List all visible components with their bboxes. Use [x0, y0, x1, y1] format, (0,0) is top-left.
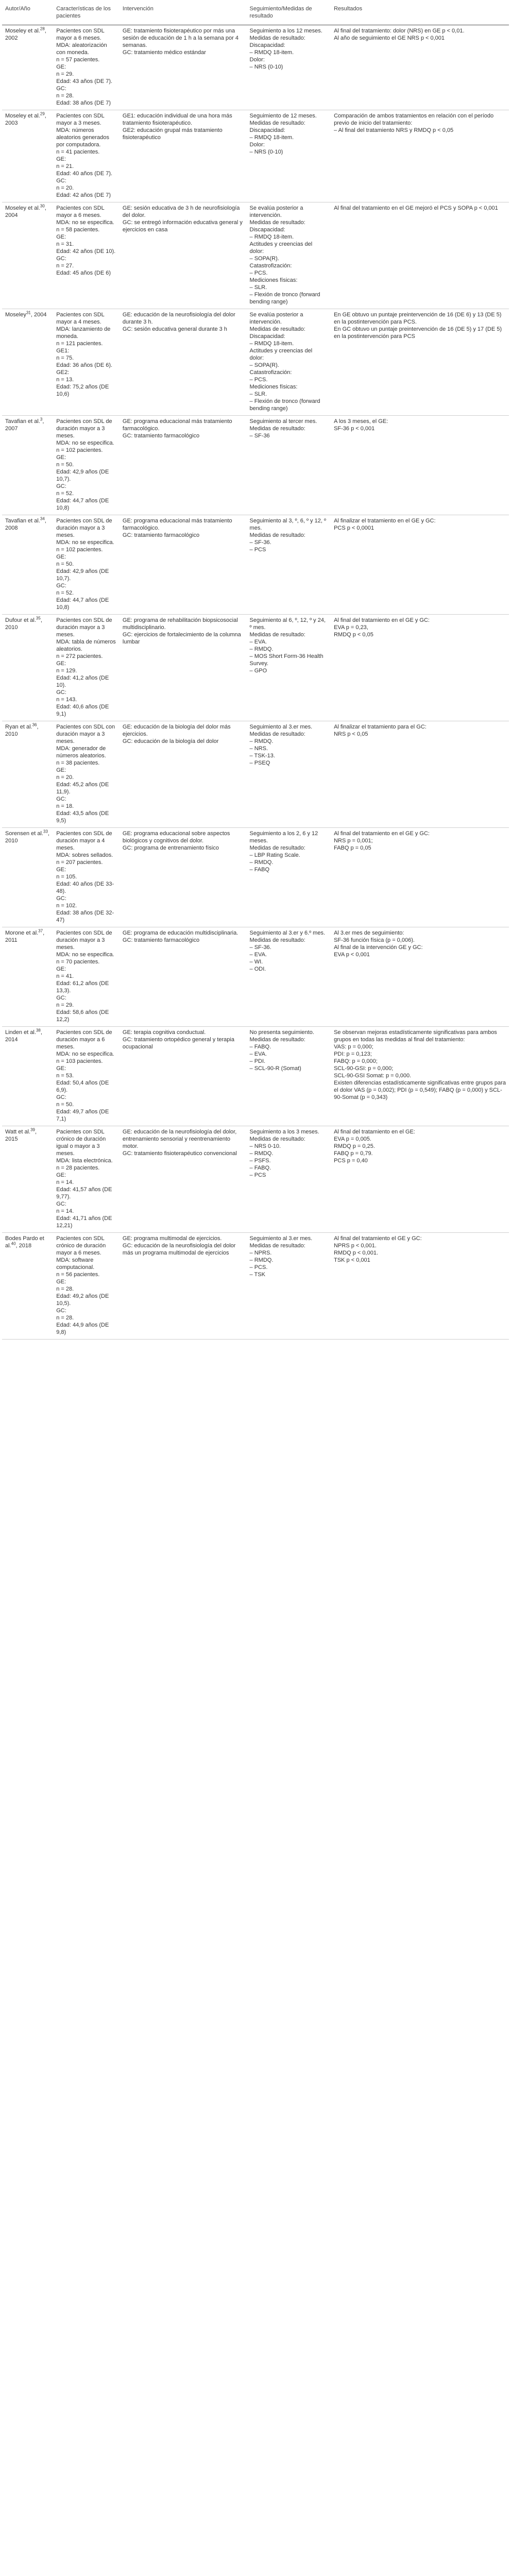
- cell-intervention-text: GE1: educación individual de una hora más tratamiento fisioterapéutico. GE2: educación grupal más tratamiento fisioterapéutico: [122, 113, 232, 141]
- cell-author-year: [2, 25, 53, 110]
- cell-results: [331, 202, 509, 309]
- cell-patient-characteristics: [53, 1126, 120, 1233]
- reference-number: 33: [43, 829, 48, 834]
- cell-intervention-text: GE: tratamiento fisioterapéutico por más una sesión de educación de 1 h a la semana por 4 semanas. GC: tratamiento médico estándar: [122, 28, 239, 56]
- cell-results-text: Al final del tratamiento en el GE mejoró el PCS y SOPA p < 0,001: [334, 205, 498, 211]
- cell-author-year: [2, 927, 53, 1027]
- reference-number: 39: [30, 1127, 36, 1132]
- header-intervention: Intervención: [120, 2, 247, 25]
- cell-results: [331, 416, 509, 515]
- cell-results: [331, 721, 509, 828]
- cell-results: [331, 1027, 509, 1126]
- table-row: [2, 202, 509, 309]
- cell-intervention-text: GE: programa multimodal de ejercicios. GC: educación de la neurofisiología del dolor más un programa multimodal de ejercicios: [122, 1235, 236, 1256]
- cell-followup-measures-text: Seguimiento al 6, º, 12, º y 24, º mes. Medidas de resultado: – EVA. – RMDQ. – MOS Short Form-36 Health Survey. – GPO: [249, 617, 326, 674]
- cell-followup-measures-text: Se evalúa posterior a intervención. Medidas de resultado: Discapacidad: – RMDQ 18-item. Actitudes y creencias del dolor: – SOPA(R). Catastrofización: – PCS. Mediciones físicas: – SLR. – Flexión de tronco (forward bending range): [249, 312, 320, 412]
- cell-results-text: A los 3 meses, el GE: SF-36 p < 0,001: [334, 418, 388, 432]
- cell-intervention-text: GE: terapia cognitiva conductual. GC: tratamiento ortopédico general y terapia ocupacional: [122, 1029, 234, 1050]
- author-citation: [5, 1128, 50, 1143]
- table-row: [2, 1126, 509, 1233]
- cell-followup-measures-text: Seguimiento al tercer mes. Medidas de resultado: – SF-36: [249, 418, 317, 439]
- author-name: Tavafian et al.: [5, 518, 40, 524]
- reference-number: 30: [40, 204, 45, 209]
- cell-patient-characteristics-text: Pacientes con SDL crónico de duración igual o mayor a 3 meses. MDA: lista electrónica. n = 28 pacientes. GE: n = 14. Edad: 41,57 años (DE 9,77). GC: n = 14. Edad: 41,71 años (DE 12,21): [56, 1129, 113, 1229]
- cell-followup-measures: [247, 828, 331, 927]
- cell-intervention: [120, 615, 247, 721]
- table-body: [2, 25, 509, 1340]
- reference-number: 34: [40, 516, 45, 521]
- cell-patient-characteristics: [53, 828, 120, 927]
- publication-year: , 2011: [5, 930, 46, 943]
- cell-results: [331, 1126, 509, 1233]
- cell-followup-measures-text: Seguimiento a los 12 meses. Medidas de resultado: Discapacidad: – RMDQ 18-item. Dolor: – NRS (0-10): [249, 28, 322, 70]
- cell-author-year: [2, 828, 53, 927]
- cell-patient-characteristics: [53, 1027, 120, 1126]
- studies-table-container: [2, 2, 509, 1340]
- reference-number: 3: [40, 417, 43, 422]
- reference-number: 28: [40, 26, 45, 31]
- cell-followup-measures: [247, 721, 331, 828]
- author-citation: [5, 418, 50, 432]
- author-name: Ryan et al.: [5, 724, 32, 730]
- author-name: Bodes Pardo et al.: [5, 1235, 46, 1249]
- author-citation: [5, 929, 50, 944]
- cell-intervention-text: GE: programa educacional más tratamiento farmacológico. GC: tratamiento farmacológico: [122, 418, 232, 439]
- cell-results-text: Al finalizar el tratamiento para el GC: NRS p < 0,05: [334, 724, 427, 737]
- cell-author-year: [2, 515, 53, 615]
- cell-intervention-text: GE: educación de la neurofisiología del dolor, entrenamiento sensorial y reentrenamiento motor. GC: tratamiento fisioterapéutico convencional: [122, 1129, 237, 1157]
- header-patient-characteristics: Características de los pacientes: [53, 2, 120, 25]
- cell-results-text: Al final del tratamiento en el GE: EVA p = 0,005. RMDQ p = 0,25. FABQ p = 0,79. PCS p = 0,40: [334, 1129, 415, 1164]
- cell-results-text: En GE obtuvo un puntaje preintervención de 16 (DE 6) y 13 (DE 5) en la postintervención para PCS. En GC obtuvo un puntaje preintervención de 16 (DE 5) y 17 (DE 5) en la postintervención para PCS: [334, 312, 502, 340]
- cell-followup-measures: [247, 25, 331, 110]
- cell-results: [331, 615, 509, 721]
- header-results: Resultados: [331, 2, 509, 25]
- cell-intervention: [120, 1233, 247, 1340]
- cell-patient-characteristics: [53, 615, 120, 721]
- cell-patient-characteristics: [53, 25, 120, 110]
- cell-results: [331, 927, 509, 1027]
- table-row: [2, 25, 509, 110]
- cell-followup-measures-text: Se evalúa posterior a intervención. Medidas de resultado: Discapacidad: – RMDQ 18-item. Actitudes y creencias del dolor: – SOPA(R). Catastrofización: – PCS. Mediciones físicas: – SLR. – Flexión de tronco (forward bending range): [249, 205, 320, 305]
- author-name: Watt et al.: [5, 1129, 31, 1135]
- cell-patient-characteristics-text: Pacientes con SDL con duración mayor a 3 meses. MDA: generador de números aleatorios. n = 38 pacientes. GE: n = 20. Edad: 45,2 años (DE 11,9). GC: n = 18. Edad: 43,5 años (DE 9,5): [56, 724, 115, 824]
- cell-author-year: [2, 615, 53, 721]
- table-header: [2, 2, 509, 25]
- author-name: Moseley et al.: [5, 205, 40, 211]
- publication-year: , 2004: [30, 312, 47, 318]
- author-citation: [5, 112, 50, 127]
- header-author-year: Autor/Año: [2, 2, 53, 25]
- publication-year: , 2014: [5, 1029, 44, 1043]
- header-followup-measures: Seguimiento/Medidas de resultado: [247, 2, 331, 25]
- cell-followup-measures: [247, 202, 331, 309]
- cell-intervention-text: GE: educación de la biología del dolor más ejercicios. GC: educación de la biología del dolor: [122, 724, 231, 744]
- cell-intervention-text: GE: educación de la neurofisiología del dolor durante 3 h. GC: sesión educativa general durante 3 h: [122, 312, 235, 332]
- header-row: [2, 2, 509, 25]
- cell-followup-measures-text: Seguimiento a los 2, 6 y 12 meses. Medidas de resultado: – LBP Rating Scale. – RMDQ. – FABQ: [249, 831, 318, 873]
- cell-author-year: [2, 1126, 53, 1233]
- cell-intervention: [120, 927, 247, 1027]
- author-name: Morone et al.: [5, 930, 39, 936]
- cell-patient-characteristics: [53, 515, 120, 615]
- table-row: [2, 721, 509, 828]
- reference-number: 31: [26, 310, 31, 315]
- table-row: [2, 1027, 509, 1126]
- reference-number: 29: [40, 111, 45, 116]
- cell-patient-characteristics: [53, 110, 120, 202]
- cell-patient-characteristics: [53, 927, 120, 1027]
- author-citation: [5, 311, 50, 318]
- cell-results-text: Al final del tratamiento: dolor (NRS) en GE p < 0,01. Al año de seguimiento el GE NRS p < 0,001: [334, 28, 465, 41]
- cell-intervention-text: GE: programa de educación multidisciplinaria. GC: tratamiento farmacológico: [122, 930, 239, 943]
- cell-intervention-text: GE: sesión educativa de 3 h de neurofisiología del dolor. GC: se entregó información educativa general y ejercicios en casa: [122, 205, 243, 233]
- reference-number: 35: [36, 616, 41, 621]
- cell-results-text: Al final del tratamiento en el GE y GC: EVA p = 0,23, RMDQ p < 0,05: [334, 617, 430, 638]
- cell-intervention: [120, 1027, 247, 1126]
- cell-followup-measures: [247, 110, 331, 202]
- table-row: [2, 515, 509, 615]
- reference-number: 40: [11, 1241, 16, 1246]
- cell-results: [331, 828, 509, 927]
- cell-followup-measures-text: No presenta seguimiento. Medidas de resultado: – FABQ. – EVA. – PDI. – SCL-90-R (Somat): [249, 1029, 314, 1072]
- table-row: [2, 927, 509, 1027]
- reference-number: 37: [38, 928, 43, 934]
- cell-author-year: [2, 110, 53, 202]
- cell-followup-measures: [247, 309, 331, 416]
- cell-intervention-text: GE: programa educacional más tratamiento farmacológico. GC: tratamiento farmacológico: [122, 518, 232, 538]
- publication-year: , 2008: [5, 518, 48, 531]
- publication-year: , 2015: [5, 1129, 39, 1142]
- cell-results: [331, 25, 509, 110]
- cell-followup-measures-text: Seguimiento al 3.er mes. Medidas de resultado: – NPRS. – RMDQ. – PCS. – TSK: [249, 1235, 313, 1278]
- cell-results-text: Al final del tratamiento en el GE y GC: NRS p = 0,001; FABQ p = 0,05: [334, 831, 430, 851]
- cell-author-year: [2, 309, 53, 416]
- cell-results: [331, 110, 509, 202]
- cell-patient-characteristics-text: Pacientes con SDL de duración mayor a 3 meses. MDA: no se especifica. n = 102 pacientes. GE: n = 50. Edad: 42,9 años (DE 10,7). GC: n = 52. Edad: 44,7 años (DE 10,8): [56, 518, 114, 611]
- publication-year: , 2018: [15, 1243, 32, 1249]
- author-citation: [5, 1029, 50, 1043]
- cell-author-year: [2, 416, 53, 515]
- studies-table: [2, 2, 509, 1340]
- cell-results-text: Comparación de ambos tratamientos en relación con el período previo de inicio del tratamiento: – Al final del tratamiento NRS y RMDQ p < 0,05: [334, 113, 494, 133]
- cell-intervention: [120, 515, 247, 615]
- table-row: [2, 615, 509, 721]
- reference-number: 36: [32, 722, 37, 727]
- cell-patient-characteristics: [53, 309, 120, 416]
- author-citation: [5, 830, 50, 844]
- cell-patient-characteristics-text: Pacientes con SDL mayor a 3 meses. MDA: números aleatorios generados por computadora. n = 41 pacientes. GE: n = 21. Edad: 40 años (DE 7). GC: n = 20. Edad: 42 años (DE 7): [56, 113, 113, 198]
- author-citation: [5, 723, 50, 738]
- cell-results-text: Al finalizar el tratamiento en el GE y GC: PCS p < 0,0001: [334, 518, 436, 531]
- cell-intervention: [120, 202, 247, 309]
- cell-intervention-text: GE: programa educacional sobre aspectos biológicos y cognitivos del dolor. GC: programa de entrenamiento físico: [122, 831, 230, 851]
- author-name: Sorensen et al.: [5, 831, 43, 837]
- cell-followup-measures-text: Seguimiento de 12 meses. Medidas de resultado: Discapacidad: – RMDQ 18-item. Dolor: – NRS (0-10): [249, 113, 317, 155]
- publication-year: , 2004: [5, 205, 48, 218]
- publication-year: , 2010: [5, 831, 52, 844]
- cell-followup-measures: [247, 1233, 331, 1340]
- cell-followup-measures: [247, 1126, 331, 1233]
- cell-patient-characteristics-text: Pacientes con SDL mayor a 6 meses. MDA: aleatorización con moneda. n = 57 pacientes. GE: n = 29. Edad: 43 años (DE 7). GC: n = 28. Edad: 38 años (DE 7): [56, 28, 113, 106]
- cell-patient-characteristics-text: Pacientes con SDL crónico de duración mayor a 6 meses. MDA: software computacional. n = 56 pacientes. GE: n = 28. Edad: 49,2 años (DE 10,5). GC: n = 28. Edad: 44,9 años (DE 9,8): [56, 1235, 109, 1335]
- cell-results-text: Se observan mejoras estadísticamente significativas para ambos grupos en todas las medidas al final del tratamiento: VAS: p = 0,000; PDI: p = 0,123; FABQ: p = 0,000; SCL-90-GSI: p = 0,000; SCL-90-GSI Somat: p = 0,000. Existen diferencias estadísticamente significativas entre grupos para el dolor VAS (p = 0,002); PDI (p = 0,549); FABQ (p = 0,000) y SCL-90-Somat (p = 0,343): [334, 1029, 506, 1100]
- publication-year: , 2010: [5, 724, 40, 737]
- table-row: [2, 309, 509, 416]
- cell-followup-measures: [247, 927, 331, 1027]
- cell-followup-measures: [247, 615, 331, 721]
- cell-intervention: [120, 1126, 247, 1233]
- table-row: [2, 110, 509, 202]
- table-row: [2, 828, 509, 927]
- cell-patient-characteristics-text: Pacientes con SDL de duración mayor a 4 meses. MDA: sobres sellados. n = 207 pacientes. GE: n = 105. Edad: 40 años (DE 33-48). GC: n = 102. Edad: 38 años (DE 32-47): [56, 831, 114, 923]
- cell-intervention: [120, 25, 247, 110]
- cell-patient-characteristics-text: Pacientes con SDL de duración mayor a 6 meses. MDA: no se especifica. n = 103 pacientes. GE: n = 53. Edad: 50,4 años (DE 6,9). GC: n = 50. Edad: 49,7 años (DE 7,1): [56, 1029, 114, 1122]
- cell-intervention: [120, 828, 247, 927]
- publication-year: , 2002: [5, 28, 48, 41]
- cell-patient-characteristics-text: Pacientes con SDL de duración mayor a 3 meses. MDA: tabla de números aleatorios. n = 272 pacientes. GE: n = 129. Edad: 41,2 años (DE 10). GC: n = 143. Edad: 40,6 años (DE 9,1): [56, 617, 116, 717]
- cell-results: [331, 309, 509, 416]
- author-citation: [5, 205, 50, 219]
- publication-year: , 2010: [5, 617, 44, 631]
- table-row: [2, 416, 509, 515]
- cell-author-year: [2, 721, 53, 828]
- cell-author-year: [2, 1233, 53, 1340]
- author-name: Moseley et al.: [5, 113, 40, 119]
- author-citation: [5, 27, 50, 42]
- author-citation: [5, 617, 50, 631]
- cell-intervention: [120, 416, 247, 515]
- cell-results-text: Al final del tratamiento el GE y GC: NPRS p < 0,001. RMDQ p < 0,001. TSK p < 0,001: [334, 1235, 422, 1263]
- cell-results: [331, 515, 509, 615]
- cell-intervention-text: GE: programa de rehabilitación biopsicosocial multidisciplinario. GC: ejercicios de fortalecimiento de la columna lumbar: [122, 617, 241, 645]
- cell-patient-characteristics: [53, 721, 120, 828]
- reference-number: 38: [36, 1028, 41, 1033]
- cell-followup-measures: [247, 416, 331, 515]
- cell-followup-measures-text: Seguimiento al 3.er mes. Medidas de resultado: – RMDQ. – NRS. – TSK-13. – PSEQ: [249, 724, 313, 766]
- cell-patient-characteristics-text: Pacientes con SDL mayor a 6 meses. MDA: no se especifica. n = 58 pacientes. GE: n = 31. Edad: 42 años (DE 10). GC: n = 27. Edad: 45 años (DE 6): [56, 205, 116, 276]
- author-name: Dufour et al.: [5, 617, 36, 623]
- author-name: Moseley: [5, 312, 26, 318]
- cell-patient-characteristics-text: Pacientes con SDL de duración mayor a 3 meses. MDA: no se especifica. n = 102 pacientes. GE: n = 50. Edad: 42,9 años (DE 10,7). GC: n = 52. Edad: 44,7 años (DE 10,8): [56, 418, 114, 511]
- cell-patient-characteristics: [53, 202, 120, 309]
- cell-patient-characteristics-text: Pacientes con SDL mayor a 4 meses. MDA: lanzamiento de moneda. n = 121 pacientes. GE1: n = 75. Edad: 36 años (DE 6). GE2: n = 13. Edad: 75,2 años (DE 10,6): [56, 312, 113, 397]
- publication-year: , 2007: [5, 418, 46, 432]
- cell-intervention: [120, 110, 247, 202]
- author-name: Moseley et al.: [5, 28, 40, 34]
- cell-results-text: Al 3.er mes de seguimiento: SF-36 función física (p = 0,006). Al final de la intervención GE y GC: EVA p < 0,001: [334, 930, 423, 958]
- table-row: [2, 1233, 509, 1340]
- cell-intervention: [120, 309, 247, 416]
- cell-patient-characteristics: [53, 1233, 120, 1340]
- cell-author-year: [2, 1027, 53, 1126]
- cell-followup-measures-text: Seguimiento al 3, º, 6, º y 12, º mes. Medidas de resultado: – SF-36. – PCS: [249, 518, 326, 553]
- cell-patient-characteristics-text: Pacientes con SDL de duración mayor a 3 meses. MDA: no se especifica. n = 70 pacientes. GE: n = 41. Edad: 61,2 años (DE 13,3). GC: n = 29. Edad: 58,6 años (DE 12,2): [56, 930, 114, 1023]
- cell-followup-measures: [247, 515, 331, 615]
- cell-followup-measures-text: Seguimiento a los 3 meses. Medidas de resultado: – NRS 0-10. – RMDQ. – PSFS. – FABQ. – PCS: [249, 1129, 319, 1178]
- publication-year: , 2003: [5, 113, 48, 126]
- cell-author-year: [2, 202, 53, 309]
- cell-intervention: [120, 721, 247, 828]
- cell-followup-measures-text: Seguimiento al 3.er y 6.º mes. Medidas de resultado: – SF-36. – EVA. – WI. – ODI.: [249, 930, 326, 972]
- cell-followup-measures: [247, 1027, 331, 1126]
- author-citation: [5, 1235, 50, 1249]
- author-citation: [5, 517, 50, 532]
- author-name: Tavafian et al.: [5, 418, 40, 425]
- cell-results: [331, 1233, 509, 1340]
- author-name: Linden et al.: [5, 1029, 36, 1036]
- cell-patient-characteristics: [53, 416, 120, 515]
